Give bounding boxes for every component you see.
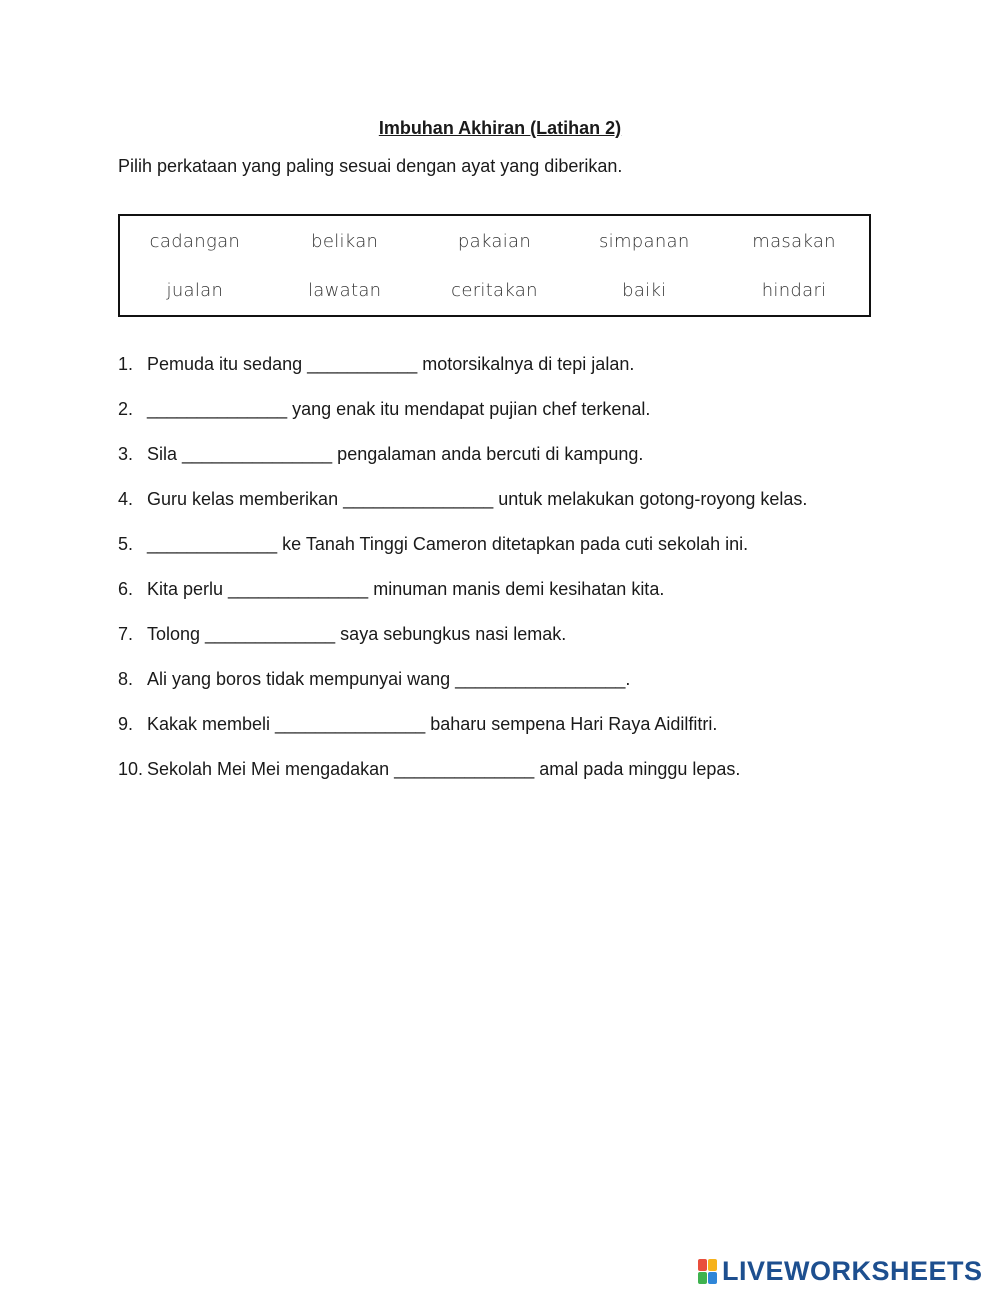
question-text: Tolong _____________ saya sebungkus nasi lemak. bbox=[147, 624, 567, 644]
word-bank-row-2 bbox=[120, 280, 869, 301]
word-bank-item: hindari bbox=[761, 280, 827, 301]
logo-text: LIVEWORKSHEETS bbox=[722, 1256, 983, 1286]
question-text: Guru kelas memberikan _______________ untuk melakukan gotong-royong kelas. bbox=[147, 489, 808, 509]
word-bank-item: jualan bbox=[166, 280, 224, 301]
logo-cube-green bbox=[698, 1272, 707, 1284]
word-bank-box bbox=[118, 214, 871, 317]
logo-cubes-icon bbox=[698, 1259, 718, 1285]
question-number: 3. bbox=[118, 444, 134, 464]
question-text: _____________ ke Tanah Tinggi Cameron ditetapkan pada cuti sekolah ini. bbox=[147, 534, 749, 554]
liveworksheets-logo[interactable] bbox=[698, 1256, 983, 1287]
question-number: 10. bbox=[118, 759, 144, 779]
question-list bbox=[118, 354, 938, 804]
word-bank-item: ceritakan bbox=[451, 280, 538, 301]
question-item bbox=[118, 354, 938, 399]
question-item bbox=[118, 669, 938, 714]
question-item bbox=[118, 489, 938, 534]
worksheet-title: Imbuhan Akhiran (Latihan 2) bbox=[378, 118, 622, 138]
question-number: 5. bbox=[118, 534, 134, 554]
question-text: Sekolah Mei Mei mengadakan ______________ amal pada minggu lepas. bbox=[147, 759, 741, 779]
question-item bbox=[118, 579, 938, 624]
word-bank-item: pakaian bbox=[457, 231, 532, 252]
question-item bbox=[118, 624, 938, 669]
word-bank-item: belikan bbox=[311, 231, 379, 252]
question-text: Ali yang boros tidak mempunyai wang _________________. bbox=[147, 669, 631, 689]
worksheet-instruction: Pilih perkataan yang paling sesuai dengan ayat yang diberikan. bbox=[118, 156, 623, 176]
question-number: 2. bbox=[118, 399, 134, 419]
word-bank-item: baiki bbox=[622, 280, 667, 301]
word-bank-item: masakan bbox=[752, 231, 836, 252]
question-number: 8. bbox=[118, 669, 134, 689]
question-number: 9. bbox=[118, 714, 134, 734]
question-text: Kakak membeli _______________ baharu sempena Hari Raya Aidilfitri. bbox=[147, 714, 718, 734]
question-number: 7. bbox=[118, 624, 134, 644]
question-number: 4. bbox=[118, 489, 134, 509]
question-item bbox=[118, 444, 938, 489]
question-item bbox=[118, 399, 938, 444]
question-text: ______________ yang enak itu mendapat pujian chef terkenal. bbox=[147, 399, 651, 419]
question-item bbox=[118, 759, 938, 804]
question-text: Kita perlu ______________ minuman manis demi kesihatan kita. bbox=[147, 579, 665, 599]
word-bank-item: simpanan bbox=[598, 231, 690, 252]
word-bank-row-1 bbox=[120, 231, 869, 252]
question-item bbox=[118, 714, 938, 759]
logo-cube-red bbox=[698, 1259, 707, 1271]
question-text: Sila _______________ pengalaman anda bercuti di kampung. bbox=[147, 444, 644, 464]
logo-cube-blue bbox=[708, 1272, 717, 1284]
word-bank-item: cadangan bbox=[149, 231, 241, 252]
question-number: 6. bbox=[118, 579, 134, 599]
question-item bbox=[118, 534, 938, 579]
question-number: 1. bbox=[118, 354, 134, 374]
logo-cube-yellow bbox=[708, 1259, 717, 1271]
question-text: Pemuda itu sedang ___________ motorsikalnya di tepi jalan. bbox=[147, 354, 635, 374]
word-bank-item: lawatan bbox=[308, 280, 382, 301]
